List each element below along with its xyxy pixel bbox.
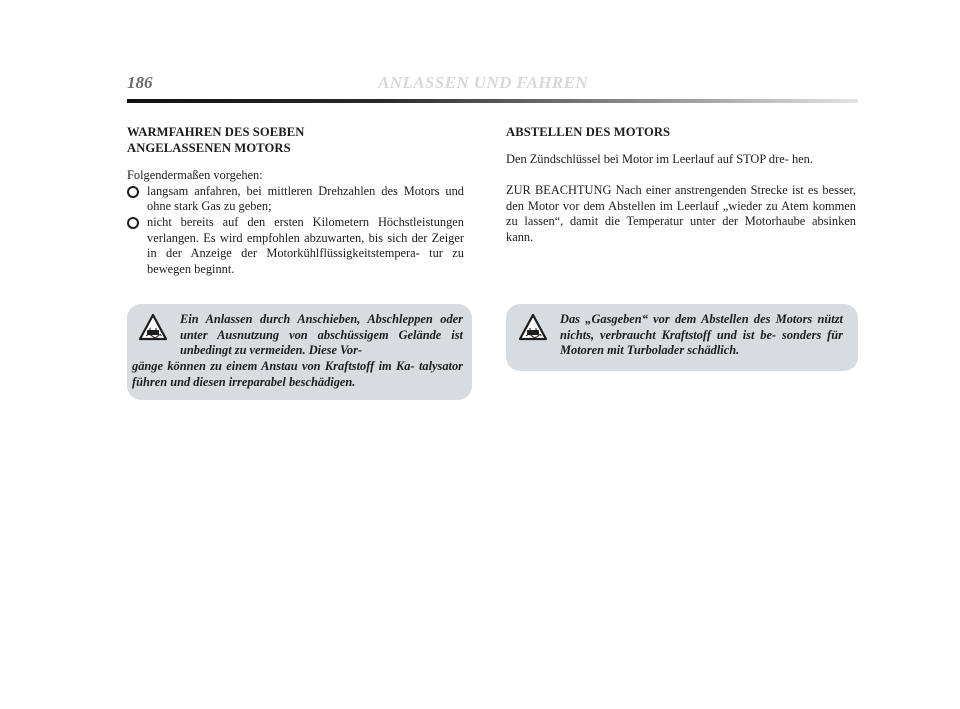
section-heading-warmfahren [127,125,464,156]
list-item-text: langsam anfahren, bei mittleren Drehzahlen des Motors und ohne stark Gas zu geben; [147,183,464,214]
warning-icon [518,313,548,341]
paragraph-zuendschluessel: Den Zündschlüssel bei Motor im Leerlauf auf STOP dre- hen. [506,151,813,166]
bullet-icon [127,186,139,198]
header-rule [127,99,858,103]
warning-text-right: Das „Gasgeben“ vor dem Abstellen des Motors nützt nichts, verbraucht Kraftstoff und ist be- sonders für Motoren mit Turbolader schädlich. [560,312,843,358]
intro-text: Folgendermaßen vorgehen: [127,168,263,183]
section-heading-abstellen: ABSTELLEN DES MOTORS [506,125,671,139]
right-column [506,125,856,246]
left-column [127,125,464,277]
warning-icon [138,313,168,341]
heading-line-2: ANGELASSENEN MOTORS [127,140,291,155]
paragraph-beachtung: ZUR BEACHTUNG Nach einer anstrengenden Strecke ist es besser, den Motor vor dem Abstellen im Leerlauf „wieder zu Atem kommen zu lassen“, damit die Temperatur unter der Motorhaube absinken kann. [506,183,856,244]
page-number: 186 [127,73,153,92]
bullet-icon [127,217,139,229]
list-item [127,215,464,277]
list-item-text: nicht bereits auf den ersten Kilometern Höchstleistungen verlangen. Es wird empfohlen abzuwarten, bis sich der Zeiger in der Anzeige der Motorkühlflüssigkeitstempera- tur zu bewegen beginnt. [147,214,464,276]
warning-text-left-a: Ein Anlassen durch Anschieben, Abschleppen oder unter Ausnutzung von abschüssigem Gelände ist unbedingt zu vermeiden. Diese Vor- [180,312,463,358]
heading-line-1: WARMFAHREN DES SOEBEN [127,125,305,139]
warning-text-left-b: gänge können zu einem Anstau von Kraftstoff im Ka- talysator führen und diesen irreparabel beschädigen. [132,359,463,389]
list-item [127,184,464,215]
running-title: ANLASSEN UND FAHREN [378,73,589,92]
